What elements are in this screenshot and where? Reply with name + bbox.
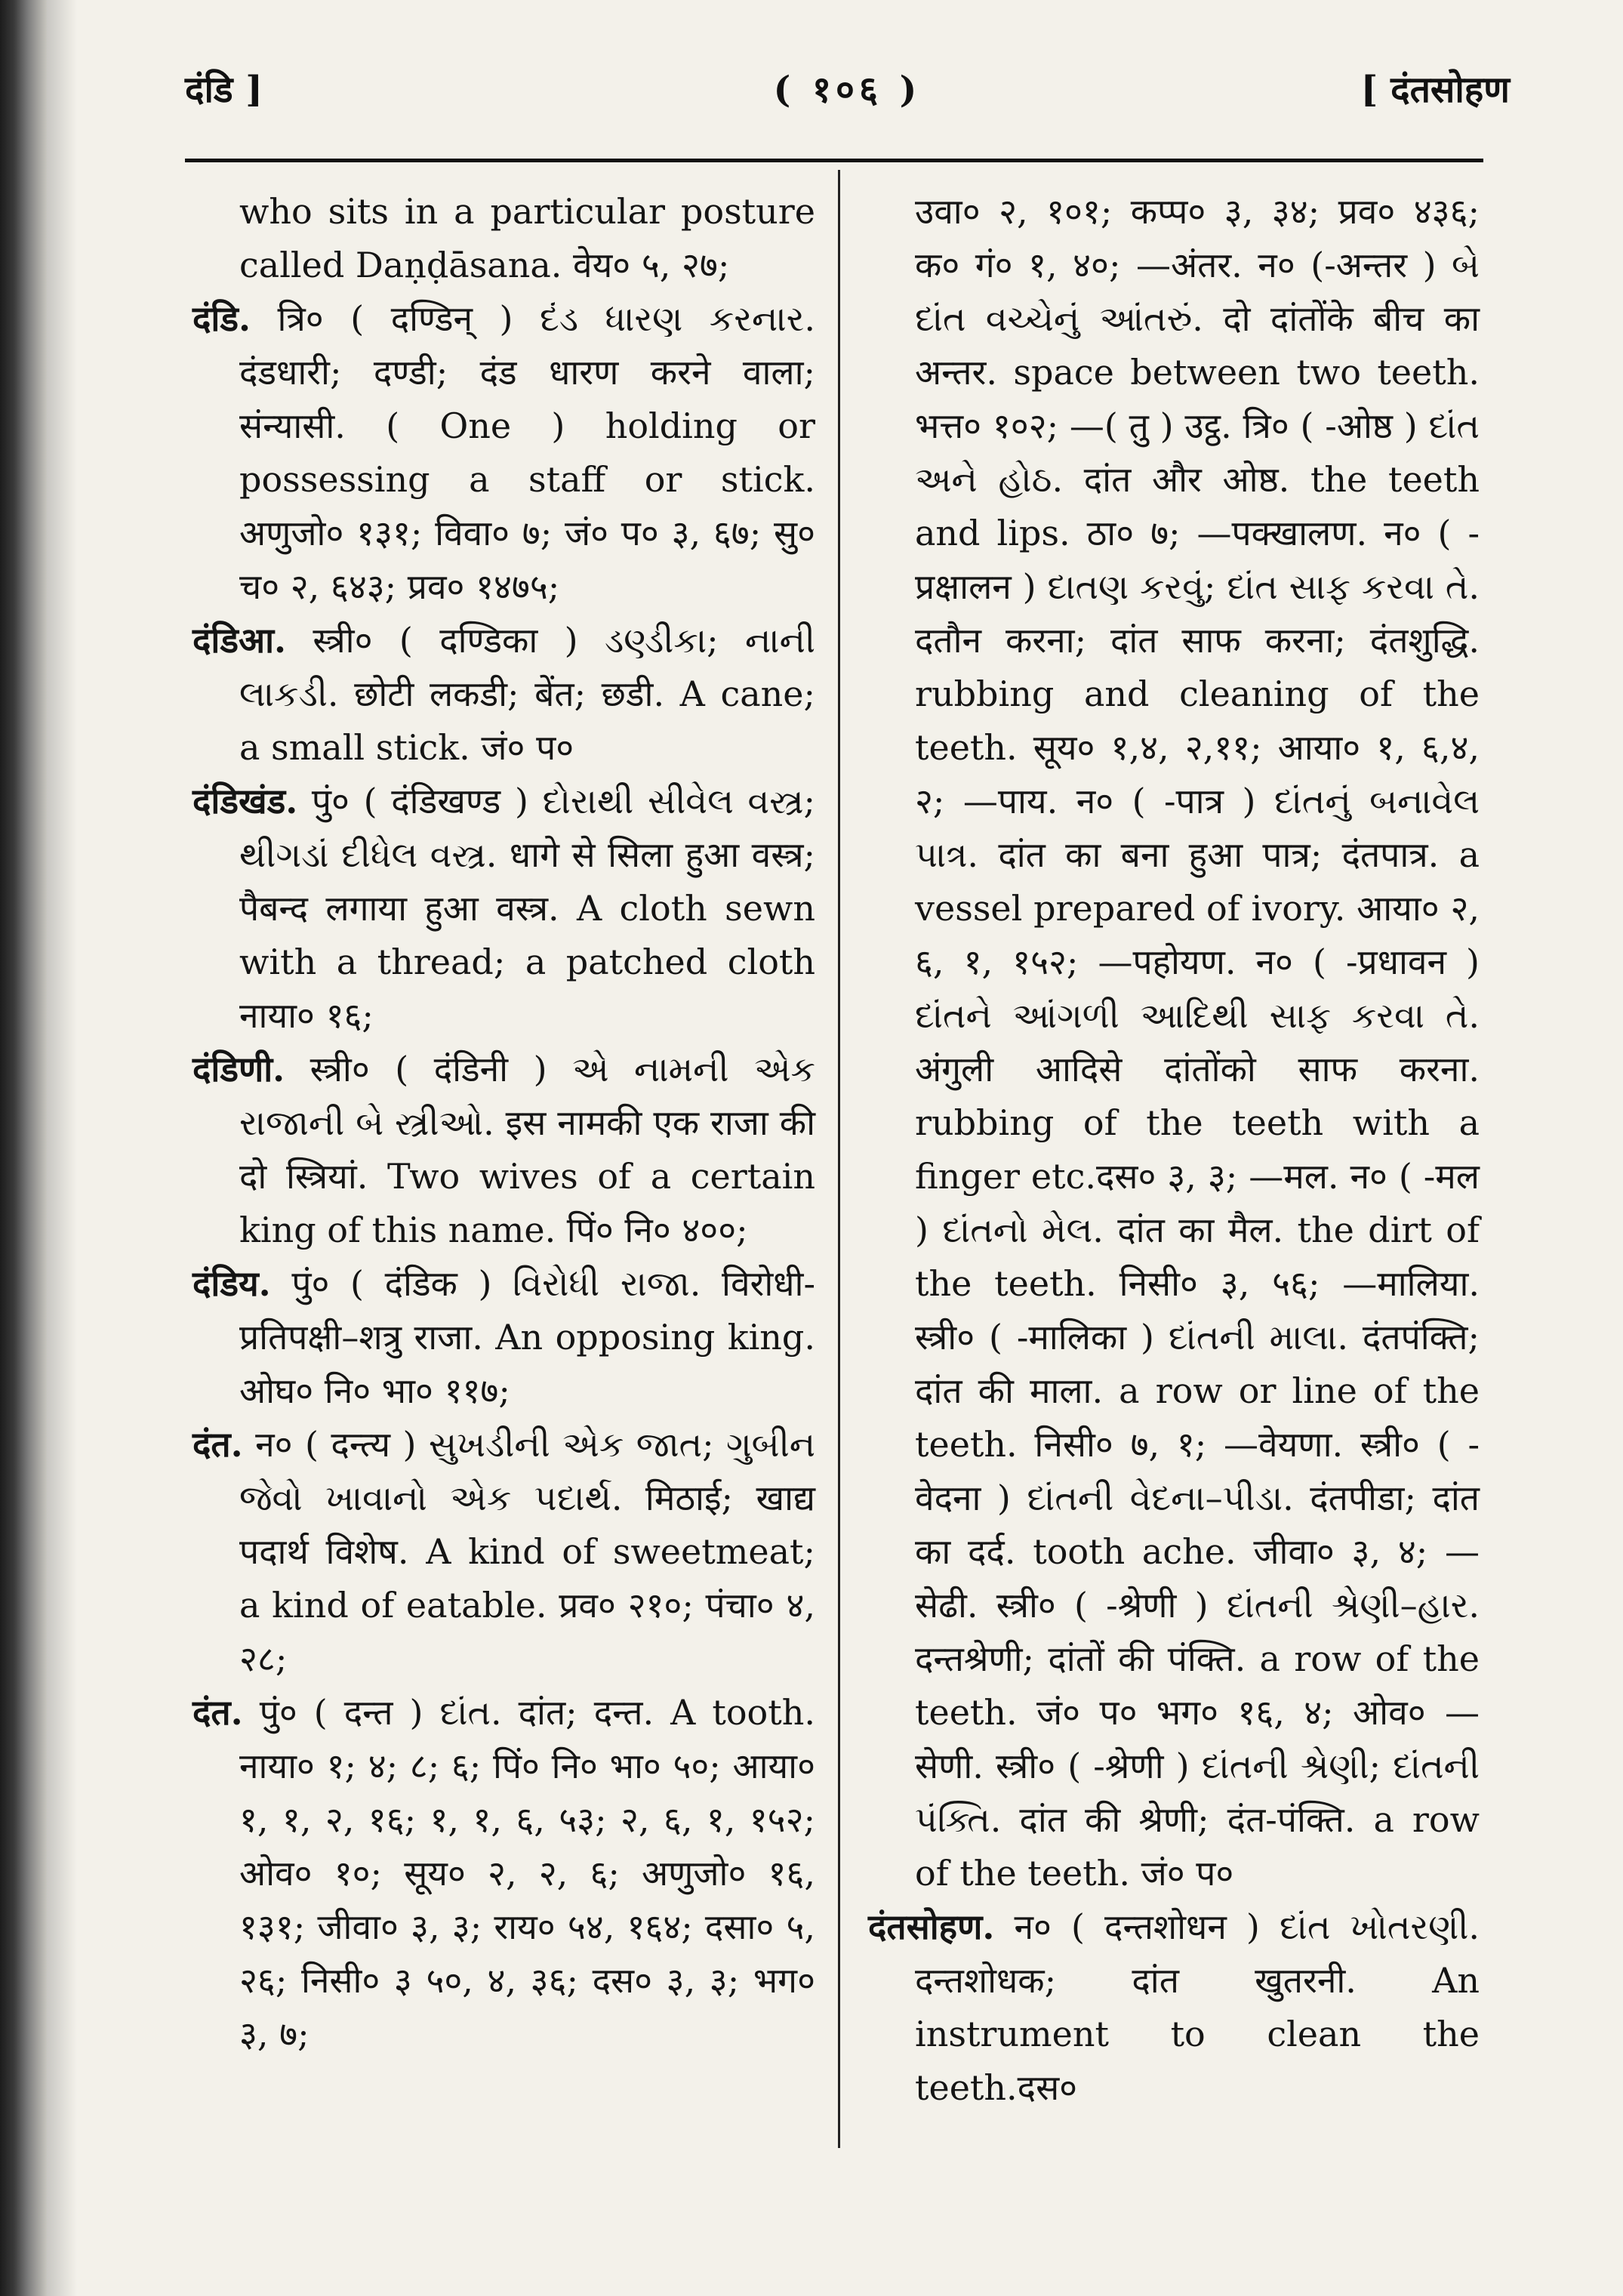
dictionary-entry [192, 1257, 815, 1418]
binding-gradient [47, 0, 77, 2296]
entry-headword: दंडि. [192, 298, 251, 339]
header-right-guideword: [ दंतसोहण [1360, 69, 1510, 111]
page-header [185, 64, 1510, 125]
entry-text: पुं० ( दंडिखण्ड ) દોરાથી સીવેલ વસ્ત્ર; થીગડાં દીધેલ વસ્ત્ર. धागे से सिला हुआ वस्त्र; पैबन्द लगाया हुआ वस्त्र. A cloth sewn with a thread; a patched cloth नाया० १६; [239, 781, 815, 1036]
entry-text: न० ( दन्त्य ) સુખડીની એક જાત; ગુબીન જેવો ખાવાનો એક પદાર્થ. मिठाई; खाद्य पदार्थ विशेष. A kind of sweetmeat; a kind of eatable. प्रव० २१०; पंचा० ४, २८; [239, 1424, 815, 1679]
dictionary-entry [192, 1686, 815, 2061]
entry-text: त्रि० ( दण्डिन् ) દંડ ધારણ કરનાર. दंडधारी; दण्डी; दंड धारण करने वाला; संन्यासी. ( One ) holding or possessing a staff or stick. अणुजो० १३१; विवा० ७; जं० प० ३, ६७; सु० च० २, ६४३; प्रव० १४७५; [239, 298, 815, 607]
entry-text: पुं० ( दंडिक ) વિરોધી રાજા. विरोधी-प्रतिपक्षी–शत्रु राजा. An opposing king. ओघ० नि० भा० ११७; [239, 1263, 815, 1411]
header-rule [185, 159, 1483, 162]
book-spine-shadow [0, 0, 47, 2296]
left-column [192, 185, 815, 2061]
entry-headword: दंडिय. [192, 1263, 271, 1304]
dictionary-entry [192, 775, 815, 1043]
entry-text: स्त्री० ( दंडिनी ) એ નામની એક રાજાની બે સ્ત્રીઓ. इस नामकी एक राजा की दो स्त्रियां. Two wives of a certain king of this name. पिं० नि० ४००; [239, 1049, 815, 1250]
entry-text: who sits in a particular posture called Daṇḍāsana. वेय० ५, २७; [239, 191, 815, 285]
dictionary-entry [192, 1043, 815, 1257]
entry-headword: दंडिआ. [192, 620, 286, 661]
dictionary-entry [192, 1418, 815, 1686]
entry-headword: दंडिणी. [192, 1049, 285, 1089]
entry-headword: दंतसोहण. [868, 1906, 995, 1947]
column-divider [838, 170, 840, 2148]
dictionary-entry [868, 185, 1480, 1900]
entry-text: स्त्री० ( दण्डिका ) ડણ્ડીકા; નાની લાકડી. छोटी लकडी; बेंत; छडी. A cane; a small stick. जं० प० [239, 620, 815, 768]
dictionary-entry [868, 1900, 1480, 2115]
page-number: ( १०६ ) [773, 69, 922, 111]
entry-headword: दंडिखंड. [192, 781, 298, 821]
right-column [868, 185, 1480, 2115]
header-left-guideword: दंडि ] [185, 69, 263, 111]
entry-text: न० ( दन्तशोधन ) દાંત ખોતરણી. दन्तशोधक; दांत खुतरनी. An instrument to clean the teeth.दस० [915, 1906, 1480, 2108]
entry-headword: दंत. [192, 1424, 243, 1465]
dictionary-entry [192, 185, 815, 292]
entry-text: उवा० २, १०१; कप्प० ३, ३४; प्रव० ४३६; क० गं० १, ४०; —अंतर. न० (-अन्तर ) બે દાંત વચ્ચેનું આંતરું. दो दांतोंके बीच का अन्तर. space between two teeth. भत्त० १०२; —( तु ) उट्ठ. त्रि० ( -ओष्ठ ) દાંત અને હોઠ. दांत और ओष्ठ. the teeth and lips. ठा० ७; —पक्खालण. न० ( -प्रक्षालन ) દાતણ કરવું; દાંત સાફ કરવા તે. दतौन करना; दांत साफ करना; दंतशुद्धि. rubbing and cleaning of the teeth. सूय० १,४, २,११; आया० १, ६,४, २; —पाय. न० ( -पात्र ) દાંતનું બનાવેલ પાત્ર. दांत का बना हुआ पात्र; दंतपात्र. a vessel prepared of ivory. आया० २, ६, १, १५२; —पहोयण. न० ( -प्रधावन ) દાંતને આંગળી આદિથી સાફ કરવા તે. अंगुली आदिसे दांतोंको साफ करना. rubbing of the teeth with a finger etc.दस० ३, ३; —मल. न० ( -मल ) દાંતનો મેલ. दांत का मैल. the dirt of the teeth. निसी० ३, ५६; —मालिया. स्त्री० ( -मालिका ) દાંતની માલા. दंतपंक्ति; दांत की माला. a row or line of the teeth. निसी० ७, १; —वेयणा. स्त्री० ( -वेदना ) દાંતની વેદના–પીડા. दंतपीडा; दांत का दर्द. tooth ache. जीवा० ३, ४; —सेढी. स्त्री० ( -श्रेणी ) દાંતની શ્રેણી–હાર. दन्तश्रेणी; दांतों की पंक्ति. a row of the teeth. जं० प० भग० १६, ४; ओव० —सेणी. स्त्री० ( -श्रेणी ) દાંતની શ્રેણી; દાંતની પંક્તિ. दांत की श्रेणी; दंत-पंक्ति. a row of the teeth. जं० प० [915, 191, 1480, 1894]
dictionary-entry [192, 292, 815, 614]
dictionary-entry [192, 614, 815, 775]
entry-text: पुं० ( दन्त ) દાંત. दांत; दन्त. A tooth. नाया० १; ४; ८; ६; पिं० नि० भा० ५०; आया० १, १, २, १६; १, १, ६, ५३; २, ६, १, १५२; ओव० १०; सूय० २, २, ६; अणुजो० १६, १३१; जीवा० ३, ३; राय० ५४, १६४; दसा० ५, २६; निसी० ३ ५०, ४, ३६; दस० ३, ३; भग० ३, ७; [239, 1692, 815, 2054]
entry-headword: दंत. [192, 1692, 243, 1733]
